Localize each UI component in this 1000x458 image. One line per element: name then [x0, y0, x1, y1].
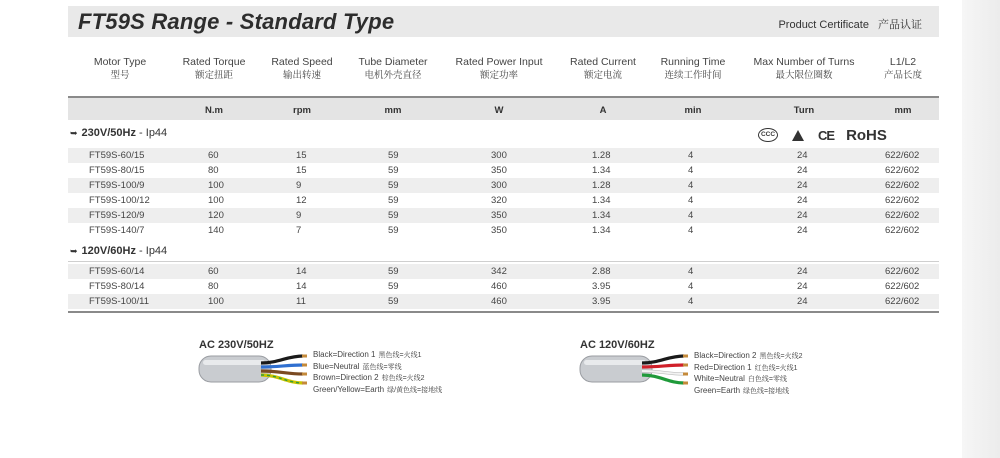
table-bottom-rule: [68, 311, 939, 313]
wire: [261, 365, 303, 367]
column-header-en: Rated Speed: [271, 56, 333, 68]
wire-legend-item: [313, 362, 442, 374]
cable-highlight: [584, 360, 646, 365]
value-cell: 622/602: [885, 281, 920, 292]
unit-label: mm: [894, 105, 912, 116]
table-row: [68, 148, 939, 163]
wiring-legend-230v: [313, 350, 442, 396]
ce-mark-icon: CE: [818, 127, 835, 143]
wire-legend-item: [313, 373, 442, 385]
value-cell: 4: [688, 195, 694, 206]
value-cell: 59: [388, 180, 399, 191]
unit-label: rpm: [293, 105, 311, 116]
value-cell: 59: [388, 296, 399, 307]
value-cell: 1.34: [592, 210, 611, 221]
column-header-en: Running Time: [660, 56, 726, 68]
column-header-cn: 最大限位圈数: [775, 70, 833, 81]
cert-label-en: Product Certificate: [778, 19, 869, 31]
value-cell: 24: [797, 150, 808, 161]
table-row: [68, 264, 939, 279]
section-voltage: 230V/50Hz: [81, 127, 136, 139]
value-cell: 24: [797, 225, 808, 236]
value-cell: 622/602: [885, 266, 920, 277]
column-header: [633, 56, 753, 82]
value-cell: 9: [296, 180, 302, 191]
model-cell: FT59S-140/7: [89, 225, 145, 236]
cable-highlight: [203, 360, 265, 365]
cable-120v-diagram: [580, 350, 690, 390]
value-cell: 59: [388, 225, 399, 236]
value-cell: 100: [208, 195, 224, 206]
wire-legend-en: Black=Direction 1: [313, 350, 376, 359]
model-cell: FT59S-100/9: [89, 180, 145, 191]
cable-sheath: [580, 356, 652, 382]
wire-legend-cn: 绿色线=接地线: [743, 387, 790, 395]
value-cell: 622/602: [885, 150, 920, 161]
value-cell: 59: [388, 210, 399, 221]
wire-legend-cn: 蓝色线=零线: [362, 363, 402, 371]
value-cell: 1.34: [592, 195, 611, 206]
wire-legend-en: Green/Yellow=Earth: [313, 384, 385, 394]
wire-legend-cn: 棕色线=火线2: [381, 375, 425, 382]
arrow-icon: ➥: [70, 128, 78, 138]
wire-tip: [683, 355, 688, 358]
wire-legend-en: White=Neutral: [694, 374, 745, 383]
cable-230v-diagram: [199, 350, 309, 390]
value-cell: 622/602: [885, 195, 920, 206]
page-edge-shade: [962, 0, 1000, 458]
value-cell: 350: [491, 210, 507, 221]
column-header-en: Motor Type: [93, 56, 147, 68]
column-header-en: L1/L2: [889, 56, 917, 68]
model-cell: FT59S-100/12: [89, 195, 150, 206]
value-cell: 59: [388, 266, 399, 277]
ccc-mark-icon: CCC: [758, 128, 778, 142]
value-cell: 1.34: [592, 225, 611, 236]
column-header-cn: 额定扭距: [194, 70, 233, 81]
section-heading-120v: [70, 245, 167, 257]
value-cell: 9: [296, 210, 302, 221]
value-cell: 100: [208, 296, 224, 307]
value-cell: 4: [688, 180, 694, 191]
wire-tip: [683, 382, 688, 385]
section-voltage: 120V/60Hz: [81, 245, 136, 257]
table-row: [68, 208, 939, 223]
value-cell: 460: [491, 296, 507, 307]
title-bar: [68, 6, 939, 37]
wire-legend-item: [694, 386, 802, 398]
value-cell: 4: [688, 281, 694, 292]
wire-tip: [683, 364, 688, 367]
unit-label: N.m: [205, 105, 223, 116]
value-cell: 4: [688, 150, 694, 161]
wire-legend-cn: 黑色线=火线2: [759, 353, 803, 360]
value-cell: 15: [296, 150, 307, 161]
value-cell: 4: [688, 296, 694, 307]
value-cell: 59: [388, 150, 399, 161]
column-header: [439, 56, 559, 82]
value-cell: 2.88: [592, 266, 611, 277]
wiring-legend-120v: [694, 351, 802, 397]
value-cell: 622/602: [885, 180, 920, 191]
value-cell: 24: [797, 296, 808, 307]
table-row: [68, 279, 939, 294]
value-cell: 60: [208, 150, 219, 161]
table-row: [68, 163, 939, 178]
value-cell: 24: [797, 281, 808, 292]
column-header-en: Rated Torque: [182, 56, 246, 68]
value-cell: 12: [296, 195, 307, 206]
wire-legend-cn: 绿/黄色线=接地线: [387, 386, 443, 394]
column-header-cn: 连续工作时间: [664, 70, 722, 81]
value-cell: 120: [208, 210, 224, 221]
section-rating: - Ip44: [135, 245, 168, 257]
column-header-en: Max Number of Turns: [753, 56, 855, 68]
value-cell: 350: [491, 165, 507, 176]
unit-label: W: [494, 105, 504, 116]
wiring-title-120v: AC 120V/60HZ: [580, 339, 655, 351]
section-heading-230v: [70, 127, 167, 139]
arrow-icon: ➥: [70, 246, 78, 256]
wire-legend-en: Red=Direction 1: [694, 362, 752, 372]
unit-label: mm: [384, 105, 402, 116]
value-cell: 342: [491, 266, 507, 277]
tuv-mark-icon: [792, 130, 804, 141]
table-row: [68, 178, 939, 193]
value-cell: 1.28: [592, 150, 611, 161]
unit-label: min: [684, 105, 702, 116]
value-cell: 320: [491, 195, 507, 206]
value-cell: 3.95: [592, 281, 611, 292]
value-cell: 24: [797, 180, 808, 191]
column-header-cn: 输出转速: [282, 70, 321, 81]
wire-legend-en: Green=Earth: [694, 385, 741, 395]
value-cell: 24: [797, 165, 808, 176]
column-header: [843, 56, 963, 82]
value-cell: 59: [388, 281, 399, 292]
column-header-cn: 电机外壳直径: [364, 70, 422, 81]
value-cell: 14: [296, 266, 307, 277]
table-row: [68, 193, 939, 208]
wire-legend-item: [694, 351, 802, 363]
value-cell: 4: [688, 165, 694, 176]
wire-legend-cn: 红色线=火线1: [754, 364, 798, 372]
section-rating: - Ip44: [135, 127, 168, 139]
column-header-cn: 额定功率: [479, 70, 518, 81]
value-cell: 300: [491, 150, 507, 161]
wire-tip: [302, 364, 307, 367]
wire: [642, 365, 684, 367]
value-cell: 4: [688, 225, 694, 236]
wire-tip: [302, 373, 307, 376]
model-cell: FT59S-100/11: [89, 296, 150, 307]
column-header-en: Tube Diameter: [358, 56, 428, 68]
value-cell: 24: [797, 266, 808, 277]
model-cell: FT59S-120/9: [89, 210, 145, 221]
value-cell: 460: [491, 281, 507, 292]
certification-icons: [758, 126, 887, 144]
value-cell: 622/602: [885, 165, 920, 176]
wiring-title-230v: AC 230V/50HZ: [199, 339, 274, 351]
column-header-cn: 额定电流: [583, 70, 622, 81]
value-cell: 3.95: [592, 296, 611, 307]
value-cell: 622/602: [885, 296, 920, 307]
value-cell: 140: [208, 225, 224, 236]
value-cell: 59: [388, 165, 399, 176]
wire-tip: [302, 382, 307, 385]
wire-legend-item: [694, 363, 802, 375]
model-cell: FT59S-60/15: [89, 150, 145, 161]
value-cell: 24: [797, 195, 808, 206]
value-cell: 80: [208, 281, 219, 292]
value-cell: 80: [208, 165, 219, 176]
cable-sheath: [199, 356, 271, 382]
value-cell: 59: [388, 195, 399, 206]
value-cell: 100: [208, 180, 224, 191]
unit-label: Turn: [793, 105, 815, 116]
wire-legend-item: [313, 385, 442, 397]
value-cell: 350: [491, 225, 507, 236]
column-header-en: Rated Power Input: [455, 56, 543, 68]
column-header-cn: 产品长度: [883, 70, 922, 81]
section-divider: [68, 261, 939, 262]
model-cell: FT59S-80/15: [89, 165, 145, 176]
value-cell: 1.34: [592, 165, 611, 176]
wire-legend-cn: 白色线=零线: [747, 376, 788, 383]
value-cell: 300: [491, 180, 507, 191]
wire-legend-item: [694, 374, 802, 386]
column-header: [333, 56, 453, 82]
value-cell: 622/602: [885, 210, 920, 221]
model-cell: FT59S-60/14: [89, 266, 145, 277]
wire-legend-cn: 黑色线=火线1: [378, 352, 422, 359]
column-header-cn: 型号: [110, 70, 130, 81]
value-cell: 11: [296, 296, 306, 307]
value-cell: 1.28: [592, 180, 611, 191]
wire-legend-en: Brown=Direction 2: [313, 373, 379, 382]
table-row: [68, 294, 939, 309]
unit-label: A: [599, 105, 607, 116]
value-cell: 15: [296, 165, 307, 176]
value-cell: 60: [208, 266, 219, 277]
wire-tip: [302, 355, 307, 358]
page-title: FT59S Range - Standard Type: [78, 9, 395, 34]
product-certificate-label: [778, 16, 922, 32]
wire-legend-item: [313, 350, 442, 362]
wire-tip: [683, 373, 688, 376]
value-cell: 14: [296, 281, 307, 292]
value-cell: 7: [296, 225, 302, 236]
wire-legend-en: Blue=Neutral: [313, 361, 360, 371]
value-cell: 24: [797, 210, 808, 221]
value-cell: 622/602: [885, 225, 920, 236]
model-cell: FT59S-80/14: [89, 281, 145, 292]
rohs-mark-icon: RoHS: [846, 126, 887, 144]
column-header-en: Rated Current: [570, 56, 636, 68]
value-cell: 4: [688, 266, 694, 277]
table-row: [68, 223, 939, 238]
cert-label-cn: 产品认证: [878, 19, 922, 31]
value-cell: 4: [688, 210, 694, 221]
wire-legend-en: Black=Direction 2: [694, 351, 757, 360]
